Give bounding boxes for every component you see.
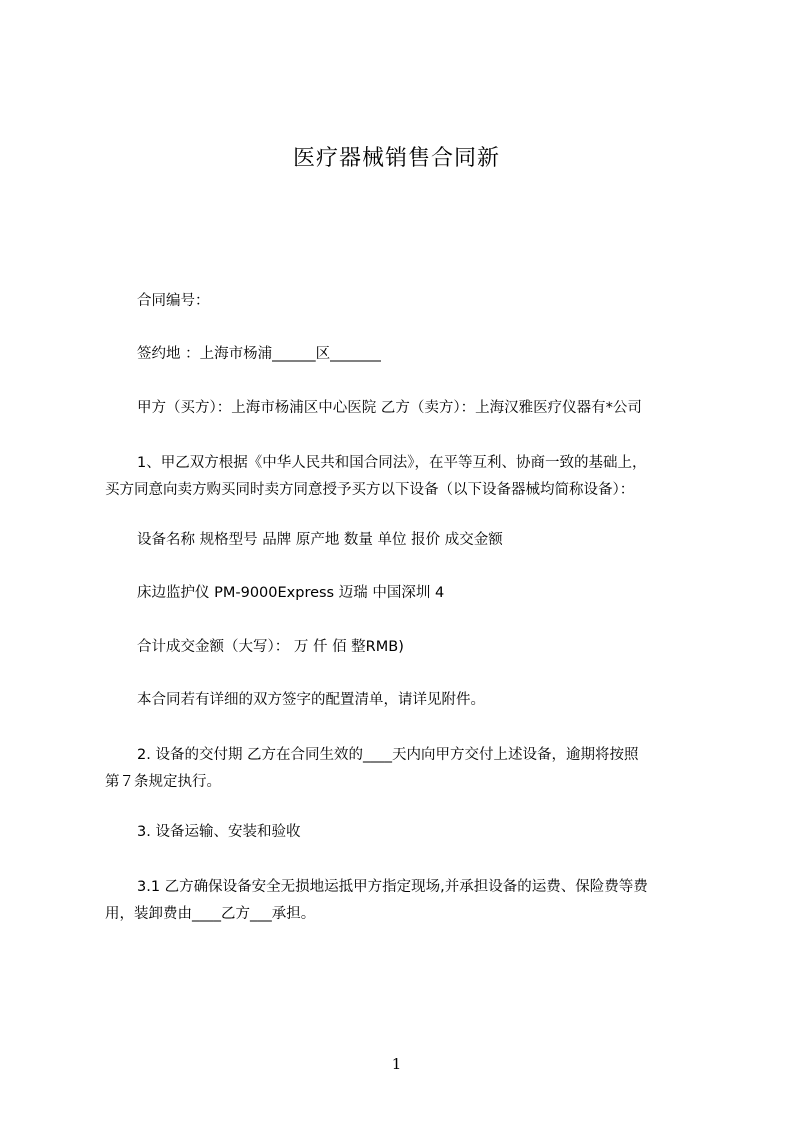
clause-3-1 xyxy=(105,874,705,928)
equipment-table-header: 设备名称 规格型号 品牌 原产地 数量 单位 报价 成交金额 xyxy=(137,532,503,548)
clause-2 xyxy=(105,742,705,796)
equipment-table-row: 床边监护仪 PM-9000Express 迈瑞 中国深圳 4 xyxy=(137,585,445,601)
clause-1-line-2: 买方同意向卖方购买同时卖方同意授予买方以下设备（以下设备器械均简称设备）： xyxy=(105,482,635,498)
clause-1 xyxy=(105,450,705,504)
clause-3-heading: 3. 设备运输、安装和验收 xyxy=(137,824,301,840)
clause-2-line-1: 2. 设备的交付期 乙方在合同生效的____天内向甲方交付上述设备，逾期将按照 xyxy=(137,747,639,763)
total-amount: 合计成交金额（大写）： 万 仟 佰 整RMB) xyxy=(137,639,404,655)
signing-place: 签约地 ：上海市杨浦______区_______ xyxy=(137,346,381,362)
contract-number: 合同编号： xyxy=(137,293,210,309)
page-number: 1 xyxy=(391,1055,402,1073)
attachment-note: 本合同若有详细的双方签字的配置清单，请详见附件。 xyxy=(137,692,485,708)
clause-2-line-2: 第７条规定执行。 xyxy=(105,774,221,790)
contract-parties: 甲方（买方）：上海市杨浦区中心医院 乙方（卖方）：上海汉雅医疗仪器有*公司 xyxy=(137,400,642,416)
clause-3-1-line-2: 用，装卸费由____乙方___承担。 xyxy=(105,906,316,922)
document-title: 医疗器械销售合同新 xyxy=(292,146,500,171)
clause-1-line-1: 1、甲乙双方根据《中华人民共和国合同法》，在平等互利、协商一致的基础上， xyxy=(137,455,647,471)
clause-3-1-line-1: 3.1 乙方确保设备安全无损地运抵甲方指定现场,并承担设备的运费、保险费等费 xyxy=(137,879,648,895)
